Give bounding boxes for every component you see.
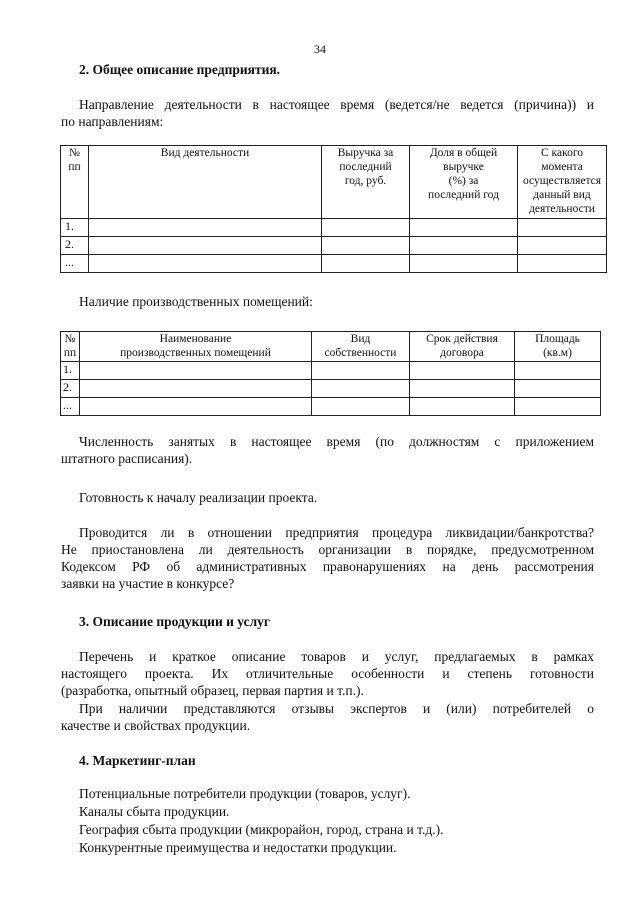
activity-header-num: № пп [61, 146, 89, 219]
staff-line-2: штатного расписания). [61, 451, 193, 466]
marketing-item-advantages: Конкурентные преимущества и недостатки продукции. [79, 840, 397, 855]
activity-header-share: Доля в общей выручке (%) за последний год [410, 146, 518, 219]
table-cell [410, 380, 515, 398]
table-cell [312, 380, 410, 398]
table-cell [80, 380, 312, 398]
products-line-2: настоящего проекта. Их отличительные особенности и степень готовности [61, 666, 594, 681]
readiness-paragraph: Готовность к началу реализации проекта. [79, 490, 318, 505]
table-row [61, 380, 601, 398]
premises-header-ownership: Вид собственности [312, 332, 410, 362]
table-row [61, 398, 601, 416]
table-cell [312, 362, 410, 380]
table-row [61, 255, 607, 273]
row-number: ... [61, 398, 80, 416]
page-number: 34 [314, 42, 326, 56]
table-cell [410, 219, 518, 237]
section-3-heading: 3. Описание продукции и услуг [79, 614, 271, 629]
staff-paragraph [61, 433, 594, 467]
table-cell [89, 237, 322, 255]
premises-paragraph: Наличие производственных помещений: [79, 294, 313, 309]
activity-header-revenue: Выручка за последний год, руб. [322, 146, 410, 219]
activity-header-since: С какого момента осуществляется данный вид деятельности [518, 146, 607, 219]
section-4-heading: 4. Маркетинг-план [79, 753, 196, 768]
reviews-paragraph [61, 700, 594, 734]
table-cell [410, 398, 515, 416]
liquidation-line-1: Проводится ли в отношении предприятия процедура ликвидации/банкротства? [79, 525, 594, 540]
marketing-item-channels: Каналы сбыта продукции. [79, 804, 230, 819]
table-row [61, 362, 601, 380]
activity-table [60, 145, 607, 273]
table-cell [410, 255, 518, 273]
products-line-1: Перечень и краткое описание товаров и услуг, предлагаемых в рамках [79, 649, 594, 664]
row-number: ... [61, 255, 89, 273]
liquidation-paragraph [61, 524, 594, 592]
table-cell [515, 362, 601, 380]
products-paragraph [61, 648, 594, 699]
premises-header-term: Срок действия договора [410, 332, 515, 362]
premises-table [60, 331, 601, 416]
reviews-line-2: качестве и свойствах продукции. [61, 718, 251, 733]
table-cell [322, 219, 410, 237]
table-cell [410, 237, 518, 255]
premises-header-area: Площадь (кв.м) [515, 332, 601, 362]
marketing-item-geography: География сбыта продукции (микрорайон, город, страна и т.д.). [79, 822, 444, 837]
staff-line-1: Численность занятых в настоящее время (по должностям с приложением [79, 434, 594, 449]
products-line-3: (разработка, опытный образец, первая партия и т.п.). [61, 683, 364, 698]
marketing-item-consumers: Потенциальные потребители продукции (товаров, услуг). [79, 786, 411, 801]
activity-line-1: Направление деятельности в настоящее время (ведется/не ведется (причина)) и [79, 97, 594, 112]
table-cell [515, 380, 601, 398]
table-cell [89, 255, 322, 273]
table-cell [80, 362, 312, 380]
section-2-heading: 2. Общее описание предприятия. [79, 62, 281, 77]
table-cell [518, 219, 607, 237]
liquidation-line-4: заявки на участие в конкурсе? [61, 576, 235, 591]
row-number: 1. [61, 219, 89, 237]
table-cell [518, 237, 607, 255]
reviews-line-1: При наличии представляются отзывы экспертов и (или) потребителей о [79, 701, 594, 716]
row-number: 1. [61, 362, 80, 380]
table-cell [322, 237, 410, 255]
table-cell [518, 255, 607, 273]
table-cell [322, 255, 410, 273]
table-cell [89, 219, 322, 237]
table-cell [312, 398, 410, 416]
row-number: 2. [61, 380, 80, 398]
table-cell [515, 398, 601, 416]
liquidation-line-2: Не приостановлена ли деятельность организации в порядке, предусмотренном [61, 542, 594, 557]
premises-header-name: Наименование производственных помещений [80, 332, 312, 362]
activity-header-type: Вид деятельности [89, 146, 322, 219]
liquidation-line-3: Кодексом РФ об административных правонарушениях на день рассмотрения [61, 559, 594, 574]
table-cell [410, 362, 515, 380]
activity-line-2: по направлениям: [61, 114, 164, 129]
row-number: 2. [61, 237, 89, 255]
activity-paragraph [61, 96, 594, 130]
table-row [61, 237, 607, 255]
table-cell [80, 398, 312, 416]
premises-header-num: № пп [61, 332, 80, 362]
table-row [61, 219, 607, 237]
